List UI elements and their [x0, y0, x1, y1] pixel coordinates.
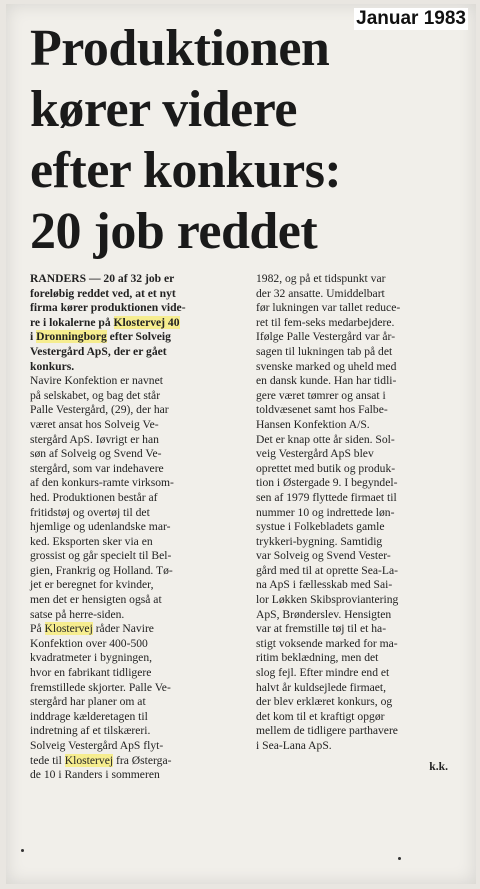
article-line: nummer 10 og indrettede løn- [256, 505, 395, 519]
headline-line: 20 job reddet [30, 203, 318, 260]
article-line: i Dronningborg efter Solveig [30, 330, 171, 344]
article-line: var Solveig og Svend Vester- [256, 549, 391, 563]
article-line: Ifølge Palle Vestergård var år- [256, 330, 396, 344]
article-line: Hansen Konfektion A/S. [256, 417, 370, 431]
article-line: halvt år kuldsejlede firmaet, [256, 680, 387, 694]
article-line: gård med til at oprette Sea-La- [256, 563, 398, 577]
article-line: på selskabet, og bag det står [30, 388, 161, 402]
headline-line: efter konkurs: [30, 142, 342, 199]
article-line: stergård har planer om at [30, 695, 146, 709]
article-line: RANDERS — 20 af 32 job er [30, 272, 175, 285]
article-line: tede til Klostervej fra Østerga- [30, 753, 172, 767]
article-line: kvadratmeter i bygningen, [30, 651, 153, 665]
article-line: stigt voksende marked for ma- [256, 636, 398, 650]
article-line: hjemlige og udenlandske mar- [30, 520, 171, 534]
article-line: inddrage kælderetagen til [30, 709, 148, 723]
article-line: toldvæsenet samt hos Falbe- [256, 403, 388, 417]
article-line: veig Vestergård ApS blev [256, 447, 374, 461]
article-line: lor Løkken Skibsproviantering [256, 593, 399, 607]
article-line: Konfektion over 400-500 [30, 636, 148, 650]
article-line: trykkeri-bygning. Samtidig [256, 534, 383, 548]
article-line: oprettet med butik og produk- [256, 461, 396, 475]
article-column-left [30, 272, 248, 783]
print-speck [398, 857, 401, 860]
article-line: På Klostervej råder Navire [30, 622, 154, 636]
article-line: satse på herre-siden. [30, 607, 125, 621]
headline-line: Produktionen [30, 20, 330, 77]
headline [30, 18, 470, 262]
author-signature: k.k. [429, 759, 448, 773]
article-line: ked. Eksporten sker via en [30, 534, 153, 548]
article-line: gere været tømrer og ansat i [256, 388, 386, 402]
article-line: gien, Frankrig og Holland. Tø- [30, 563, 173, 577]
article-line: Vestergård ApS, der er gået [30, 344, 167, 358]
article-line: sen af 1979 flyttede firmaet til [256, 490, 397, 504]
article-line: Palle Vestergård, (29), der har [30, 403, 169, 417]
article-line: Solveig Vestergård ApS flyt- [30, 739, 164, 752]
article-line: na ApS i fællesskab med Sai- [256, 578, 393, 592]
article-line: hed. Produktionen består af [30, 490, 158, 504]
article-line: stergård, som var indehavere [30, 461, 164, 475]
article-line: der 32 ansatte. Umiddelbart [256, 286, 385, 300]
article-line: fritidstøj og overtøj til det [30, 505, 150, 519]
article-line: mellem de tidligere parthavere [256, 724, 398, 738]
article-line: ApS, Brønderslev. Hensigten [256, 607, 392, 621]
article-line: grossist og går specielt til Bel- [30, 549, 172, 563]
print-speck [21, 849, 24, 852]
article-line: jet er beregnet for kvinder, [30, 578, 154, 592]
article-line: en dansk kunde. Han har tidli- [256, 374, 397, 388]
article-line: re i lokalerne på Klostervej 40 [30, 315, 180, 329]
article-line: foreløbig reddet ved, at et nyt [30, 286, 176, 300]
article-line: firma kører produktionen vide- [30, 301, 186, 315]
article-line: 1982, og på et tidspunkt var [256, 272, 386, 285]
article-line: svenske marked og uheld med [256, 359, 397, 373]
article-line: der blev erklæret konkurs, og [256, 695, 393, 709]
article-line: søn af Solveig og Svend Ve- [30, 447, 162, 461]
article-line: systue i Folkebladets gamle [256, 520, 385, 534]
article-line: det kom til et kraftigt opgør [256, 709, 385, 723]
article-column-right [256, 272, 468, 774]
article-line: i Sea-Lana ApS. [256, 739, 332, 752]
article-line: var at fremstille tøj til et ha- [256, 622, 387, 636]
article-line: stergård ApS. Iøvrigt er han [30, 432, 159, 446]
article-line: de 10 i Randers i sommeren [30, 768, 160, 782]
article-line: Navire Konfektion er navnet [30, 374, 163, 388]
article-line: hvor en fabrikant tidligere [30, 666, 152, 680]
article-line: før lukningen var tallet reduce- [256, 301, 401, 315]
article-line: konkurs. [30, 359, 75, 373]
article-line: fremstillede skjorter. Palle Ve- [30, 680, 171, 694]
article-line: ret til fem-seks medarbejdere. [256, 315, 395, 329]
article-line: været ansat hos Solveig Ve- [30, 417, 159, 431]
date-label: Januar 1983 [356, 8, 466, 29]
article-line: af den konkurs-ramte virksom- [30, 476, 174, 490]
article-line: slog fejl. Efter mindre end et [256, 666, 390, 680]
article-line: ritim beklædning, men det [256, 651, 379, 665]
article-line: sagen til lukningen tab på det [256, 344, 393, 358]
article-line: men det er hensigten også at [30, 593, 162, 607]
article-line: indretning af et tilskæreri. [30, 724, 151, 738]
article-line: Det er knap otte år siden. Sol- [256, 432, 395, 446]
article-line: tion i Østergade 9. I begyndel- [256, 476, 398, 490]
headline-line: kører videre [30, 81, 297, 138]
